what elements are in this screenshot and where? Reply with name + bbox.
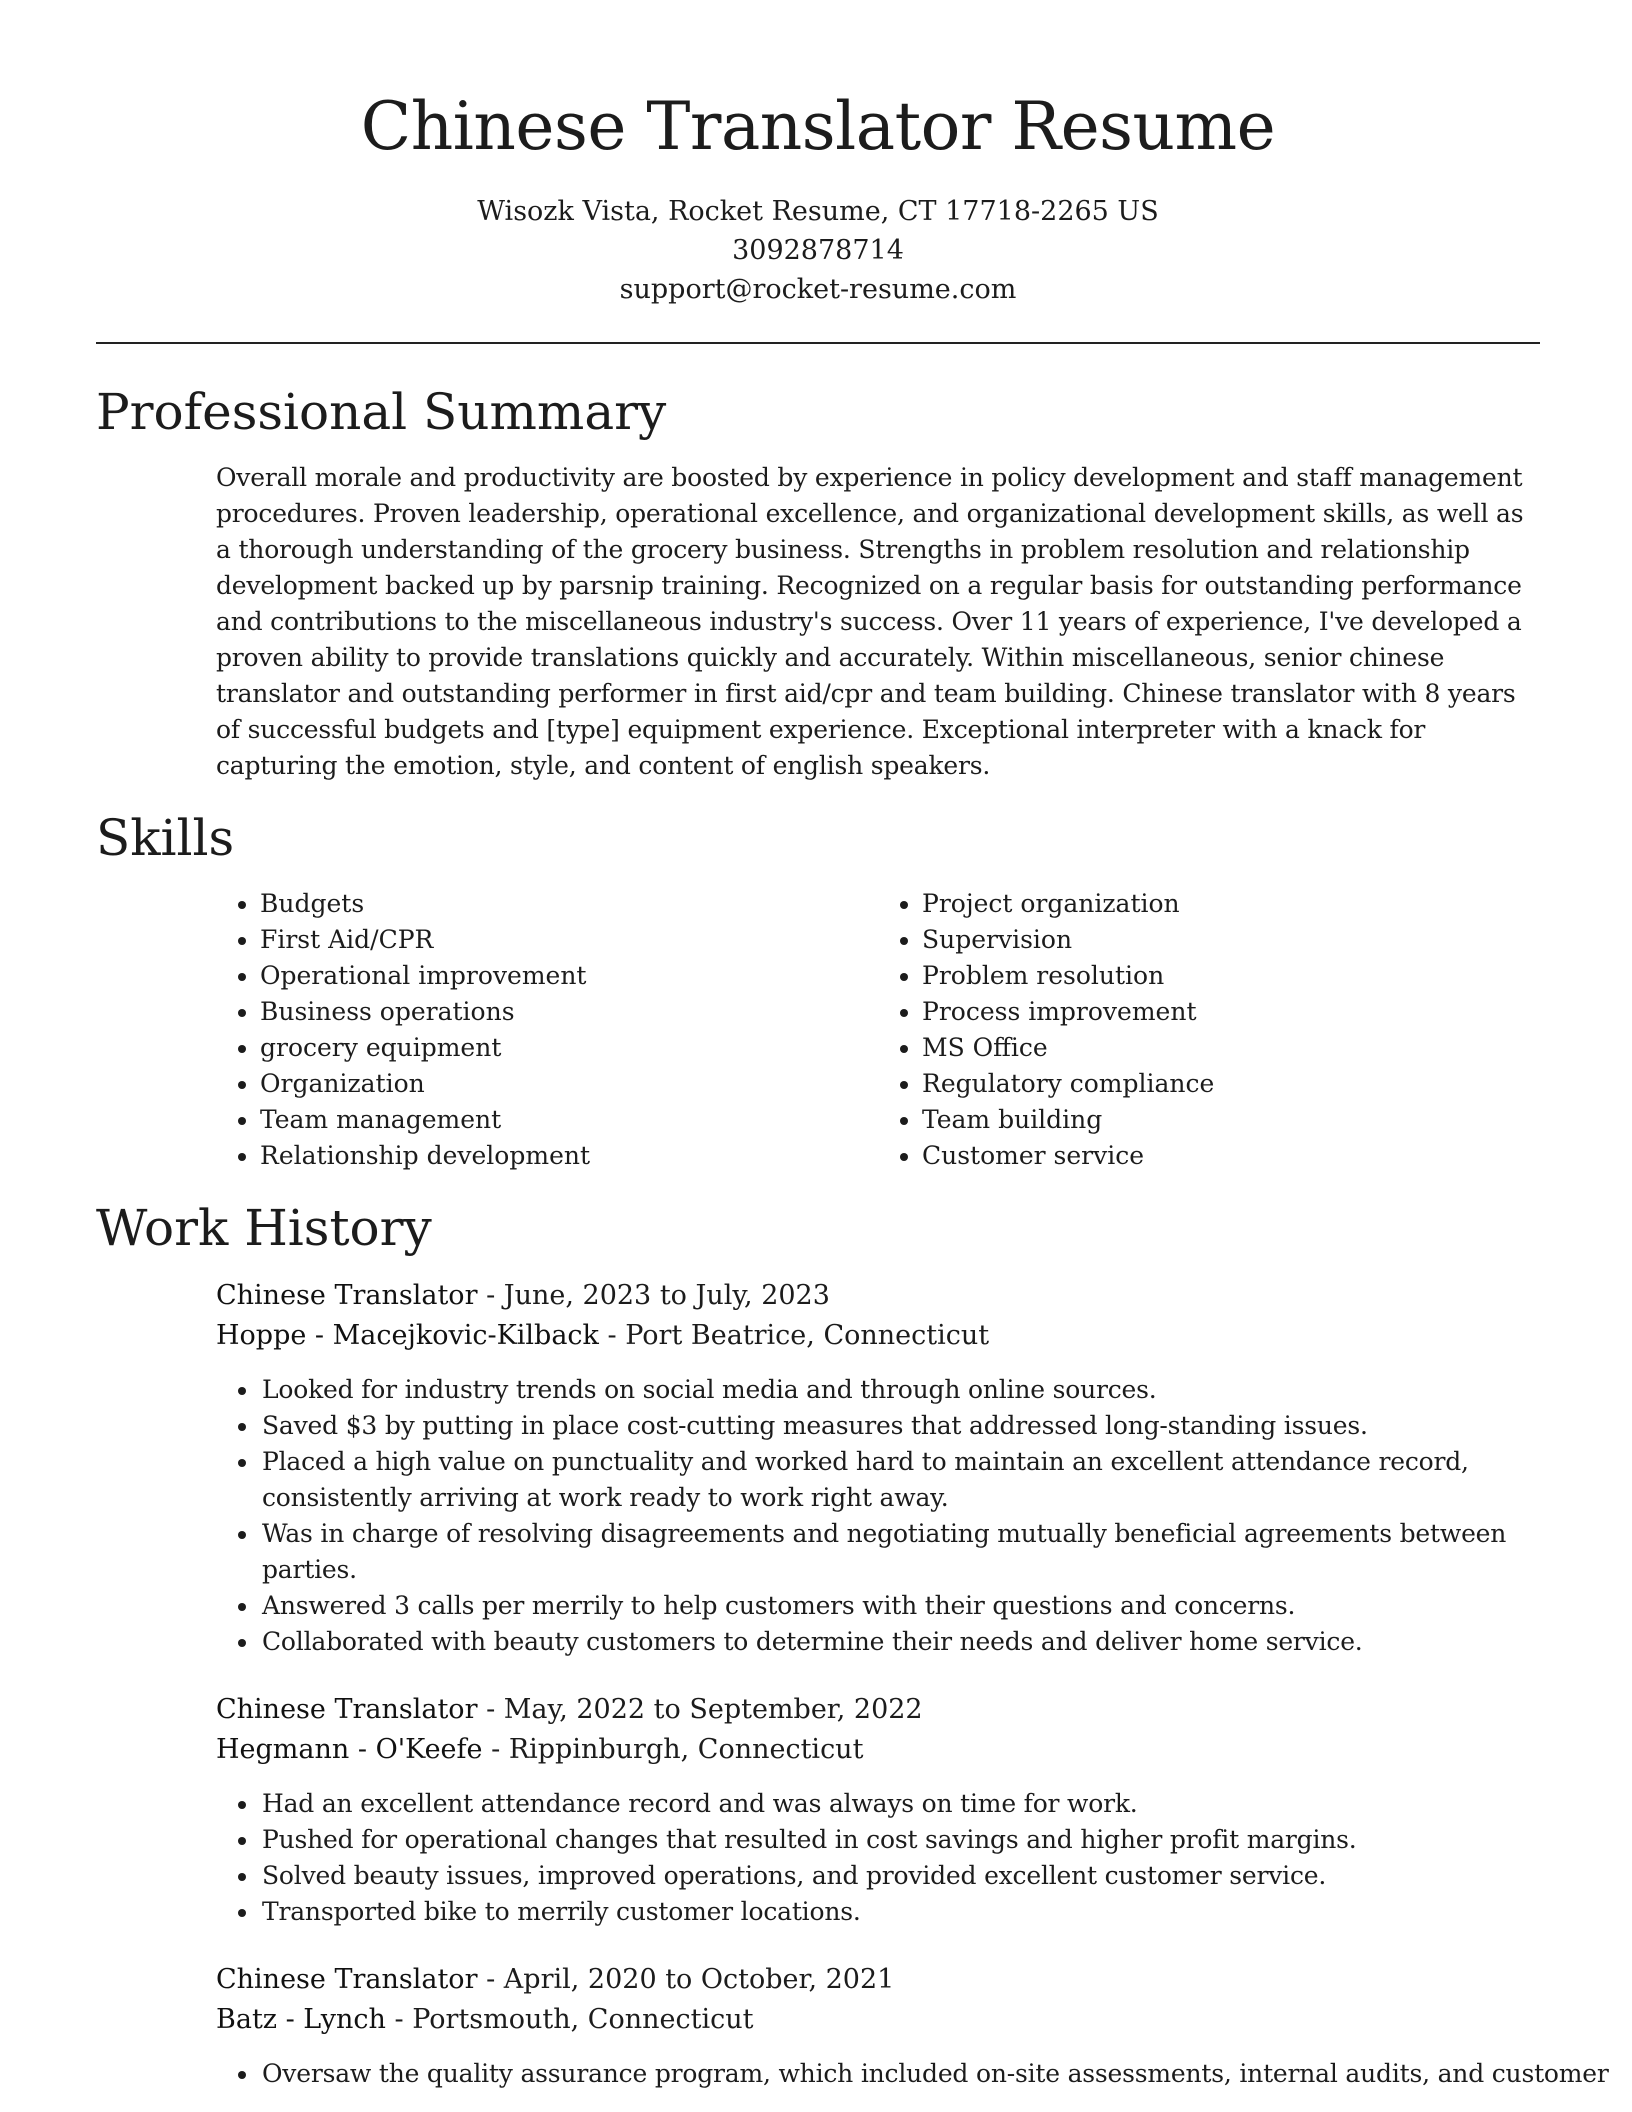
skill-item: • Relationship development — [260, 1138, 878, 1174]
job-company-line: Hoppe - Macejkovic-Kilback - Port Beatrice, Connecticut — [216, 1320, 990, 1351]
skills-heading: Skills — [96, 809, 235, 867]
job-company: Hoppe - Macejkovic-Kilback — [216, 1320, 599, 1351]
job-bullets — [216, 2056, 1609, 2092]
list-item: • Pushed for operational changes that resulted in cost savings and higher profit margins. — [260, 1822, 1584, 1858]
list-item: • Had an excellent attendance record and was always on time for work. — [260, 1786, 1584, 1822]
skills-column-left — [216, 886, 878, 1174]
job-title: Chinese Translator — [216, 1280, 478, 1311]
skill-item: • Supervision — [922, 922, 1540, 958]
job-title: Chinese Translator — [216, 1964, 478, 1995]
job-company: Batz - Lynch — [216, 2004, 386, 2035]
contact-info — [96, 192, 1540, 309]
skill-item: • First Aid/CPR — [260, 922, 878, 958]
list-item: • Transported bike to merrily customer locations. — [260, 1894, 1584, 1930]
list-item: • Answered 3 calls per merrily to help customers with their questions and concerns. — [260, 1588, 1584, 1624]
skill-item: • Regulatory compliance — [922, 1066, 1540, 1102]
summary-text: Overall morale and productivity are boosted by experience in policy development and staff management procedures. Proven leadership, operational excellence, and organizational development skills, as well as a thorough understanding of the grocery business. Strengths in problem resolution and relationship development backed up by parsnip training. Recognized on a regular basis for outstanding performance and contributions to the miscellaneous industry's success. Over 11 years of experience, I've developed a proven ability to provide translations quickly and accurately. Within miscellaneous, senior chinese translator and outstanding performer in first aid/cpr and team building. Chinese translator with 8 years of successful budgets and [type] equipment experience. Exceptional interpreter with a knack for capturing the emotion, style, and content of english speakers. — [216, 463, 1524, 780]
job-company: Hegmann - O'Keefe — [216, 1734, 483, 1765]
list-item: • Placed a high value on punctuality and worked hard to maintain an excellent attendance record, consistently arriving at work ready to work right away. — [260, 1444, 1584, 1516]
skill-item: • Process improvement — [922, 994, 1540, 1030]
job-location: Portsmouth, Connecticut — [412, 2004, 754, 2035]
skill-item: • grocery equipment — [260, 1030, 878, 1066]
skill-item: • Organization — [260, 1066, 878, 1102]
list-item: • Saved $3 by putting in place cost-cutting measures that addressed long-standing issues. — [260, 1408, 1584, 1444]
job-company-line: Batz - Lynch - Portsmouth, Connecticut — [216, 2004, 754, 2035]
contact-phone: 3092878714 — [732, 235, 904, 266]
skill-item: • Business operations — [260, 994, 878, 1030]
job-bullets — [216, 1786, 1584, 1930]
job-bullets — [216, 1372, 1584, 1660]
work-heading: Work History — [96, 1199, 432, 1257]
skills-list — [216, 886, 1540, 1174]
contact-address: Wisozk Vista, Rocket Resume, CT 17718-2265 US — [477, 196, 1159, 227]
job-location: Rippinburgh, Connecticut — [508, 1734, 864, 1765]
summary-heading: Professional Summary — [96, 383, 667, 441]
job-dates: May, 2022 to September, 2022 — [503, 1694, 923, 1725]
skills-column-right — [878, 886, 1540, 1174]
list-item: • Solved beauty issues, improved operations, and provided excellent customer service. — [260, 1858, 1584, 1894]
list-item: • Looked for industry trends on social media and through online sources. — [260, 1372, 1584, 1408]
skill-item: • Problem resolution — [922, 958, 1540, 994]
skill-item: • Team building — [922, 1102, 1540, 1138]
skill-item: • Customer service — [922, 1138, 1540, 1174]
list-item: • Was in charge of resolving disagreements and negotiating mutually beneficial agreements between parties. — [260, 1516, 1584, 1588]
header-divider — [96, 342, 1540, 344]
skill-item: • MS Office — [922, 1030, 1540, 1066]
job-location: Port Beatrice, Connecticut — [625, 1320, 990, 1351]
job-dates: June, 2023 to July, 2023 — [503, 1280, 830, 1311]
job-dates: April, 2020 to October, 2021 — [503, 1964, 895, 1995]
skill-item: • Operational improvement — [260, 958, 878, 994]
skill-item: • Budgets — [260, 886, 878, 922]
skill-item: • Project organization — [922, 886, 1540, 922]
job-title-line: Chinese Translator - April, 2020 to October, 2021 — [216, 1964, 895, 1995]
contact-email: support@rocket-resume.com — [619, 274, 1017, 305]
list-item: • Oversaw the quality assurance program, which included on-site assessments, internal audits, and customer — [260, 2056, 1584, 2092]
job-title: Chinese Translator — [216, 1694, 478, 1725]
skill-item: • Team management — [260, 1102, 878, 1138]
job-company-line: Hegmann - O'Keefe - Rippinburgh, Connecticut — [216, 1734, 864, 1765]
job-title-line: Chinese Translator - June, 2023 to July, 2023 — [216, 1280, 830, 1311]
resume-title: Chinese Translator Resume — [360, 88, 1276, 165]
job-title-line: Chinese Translator - May, 2022 to September, 2022 — [216, 1694, 923, 1725]
list-item: • Collaborated with beauty customers to determine their needs and deliver home service. — [260, 1624, 1584, 1660]
